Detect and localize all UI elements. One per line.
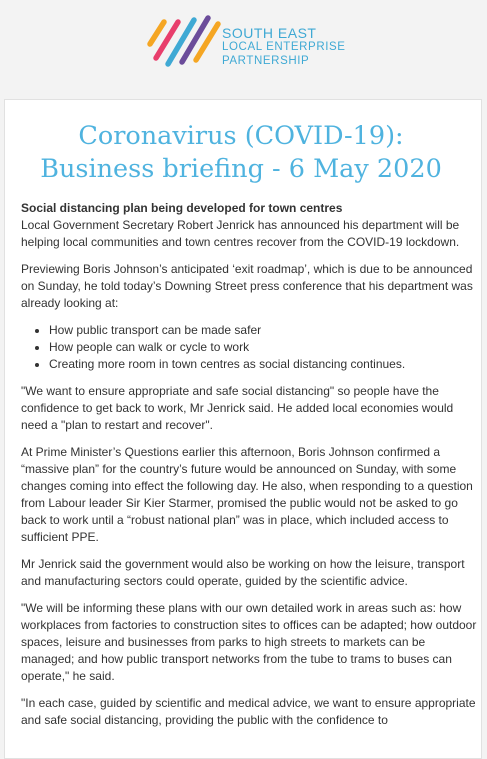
list-item: • How people can walk or cycle to work	[49, 339, 481, 356]
paragraph-2: Previewing Boris Johnson’s anticipated ‘exit roadmap’, which is due to be announced on Sunday, he told today’s Downing Street press conference that his department was already looking at:	[21, 262, 473, 310]
logo-line-2: LOCAL ENTERPRISE	[222, 41, 346, 53]
paragraph-5: Mr Jenrick said the government would also be working on how the leisure, transport and manufacturing sectors could operate, guided by the scientific advice.	[21, 557, 465, 588]
header	[0, 0, 487, 98]
paragraph-intro	[21, 200, 481, 251]
article-title: Coronavirus (COVID-19): Business briefing - 6 May 2020	[40, 121, 442, 184]
section-subheading: Social distancing plan being developed for town centres	[21, 201, 343, 215]
logo-line-1: SOUTH EAST	[222, 25, 317, 41]
article-body	[5, 186, 481, 729]
article-card	[4, 99, 482, 759]
list-item: • How public transport can be made safer	[49, 322, 481, 339]
paragraph-1: Local Government Secretary Robert Jenrick has announced his department will be helping local communities and town centres recover from the COVID-19 lockdown.	[21, 218, 460, 249]
paragraph-7: "In each case, guided by scientific and medical advice, we want to ensure appropriate and safe social distancing, providing the public with the confidence to	[21, 696, 476, 727]
paragraph-4: At Prime Minister’s Questions earlier this afternoon, Boris Johnson confirmed a “massive plan” for the country’s future would be announced on Sunday, with some changes coming into effect the following day. He also, when responding to a question from Labour leader Sir Kier Starmer, promised the public would not be asked to go back to work until a “robust national plan” was in place, which included access to sufficient PPE.	[21, 445, 473, 544]
bullet-list	[21, 322, 481, 373]
logo-line-3: PARTNERSHIP	[222, 55, 310, 67]
list-item: • Creating more room in town centres as social distancing continues.	[49, 356, 481, 373]
paragraph-3: "We want to ensure appropriate and safe social distancing" so people have the confidence to get back to work, Mr Jenrick said. He added local economies would need a "plan to restart and recover".	[21, 384, 454, 432]
logo-text	[222, 26, 346, 68]
selep-logo-icon	[146, 14, 228, 68]
paragraph-6: "We will be informing these plans with our own detailed work in areas such as: how workplaces from factories to construction sites to offices can be adapted; how outdoor spaces, leisure and businesses from parks to high streets to markets can be managed; and how public transport networks from the tube to trams to buses can operate," he said.	[21, 601, 477, 683]
